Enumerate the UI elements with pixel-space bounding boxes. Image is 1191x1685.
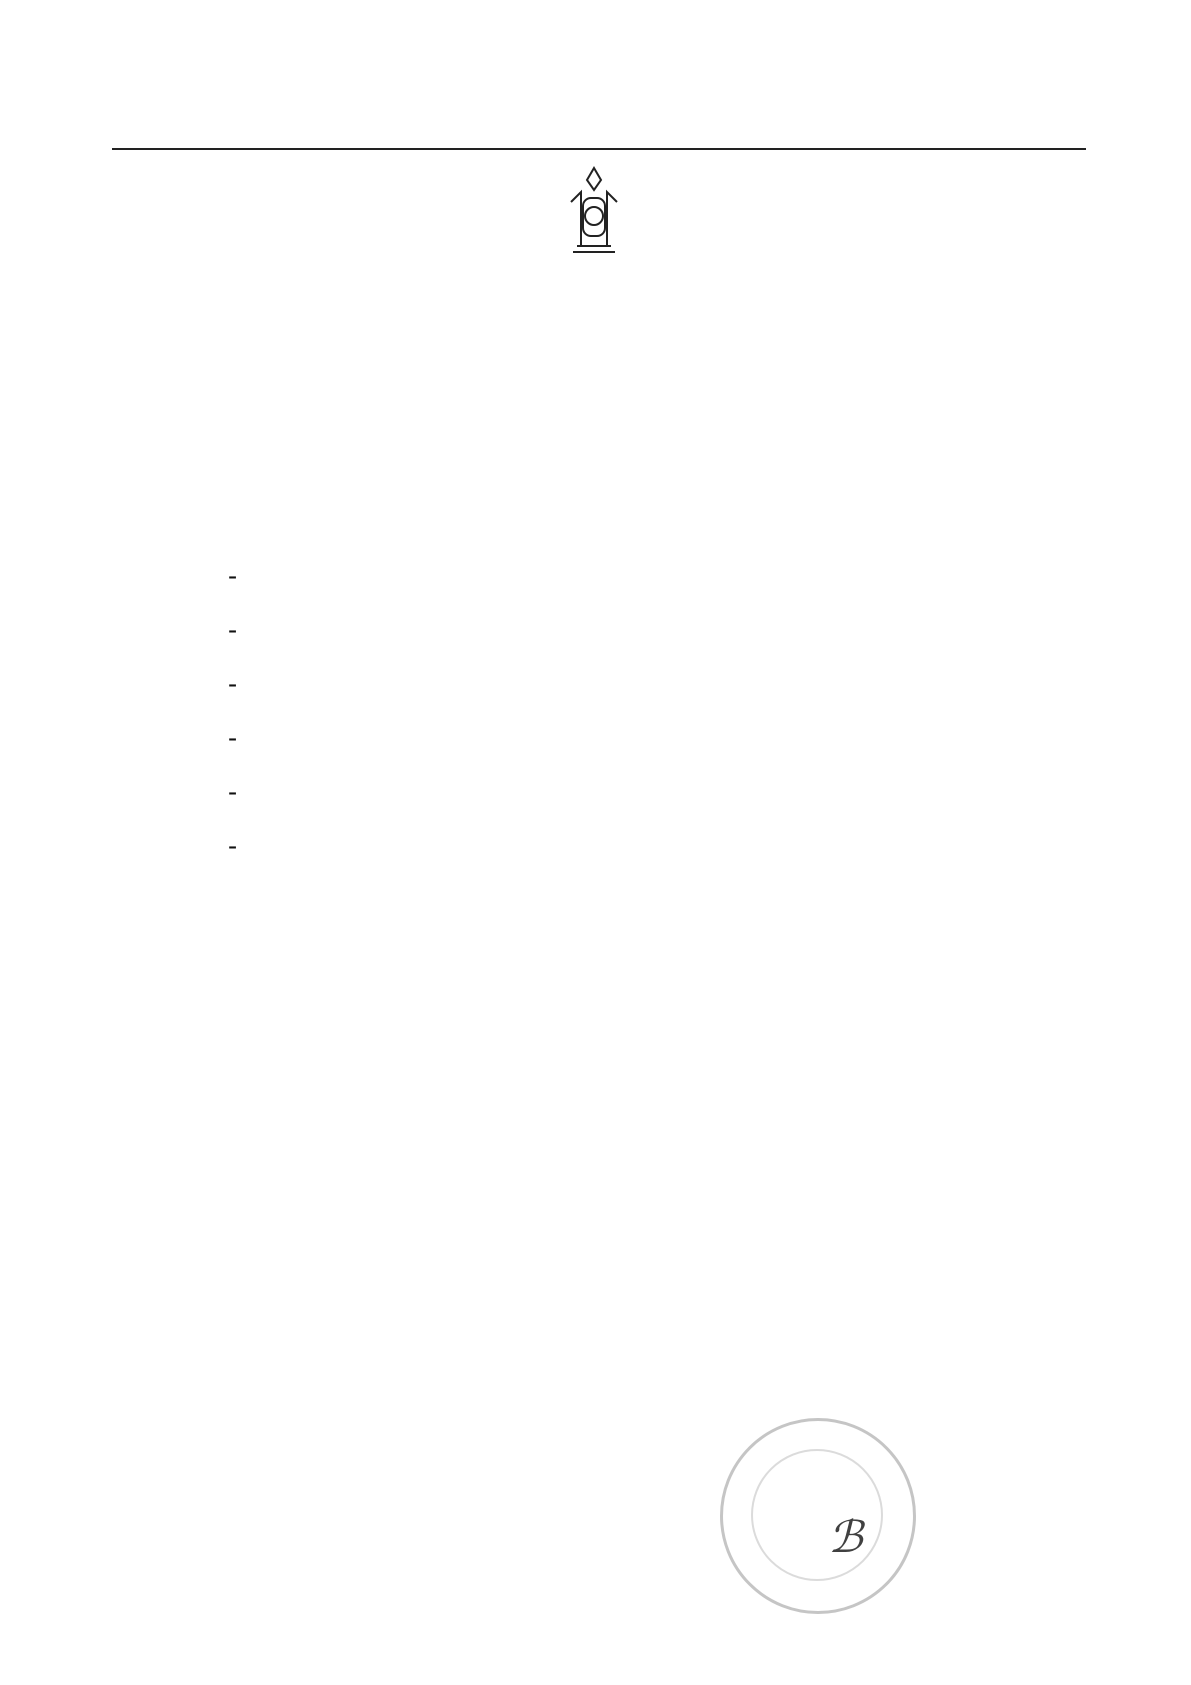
official-seal-icon [720, 1418, 916, 1614]
header [112, 92, 1086, 152]
list-item: - [228, 777, 238, 808]
header-rule [112, 148, 1086, 150]
list-item: - [228, 831, 238, 862]
royal-emblem-icon [549, 160, 639, 260]
list-item: - [228, 669, 238, 700]
considerations-list [228, 560, 1071, 884]
list-item: - [228, 561, 238, 592]
signature-scribble-icon: ℬ [828, 1512, 863, 1563]
list-item: - [228, 723, 238, 754]
list-item: - [228, 615, 238, 646]
